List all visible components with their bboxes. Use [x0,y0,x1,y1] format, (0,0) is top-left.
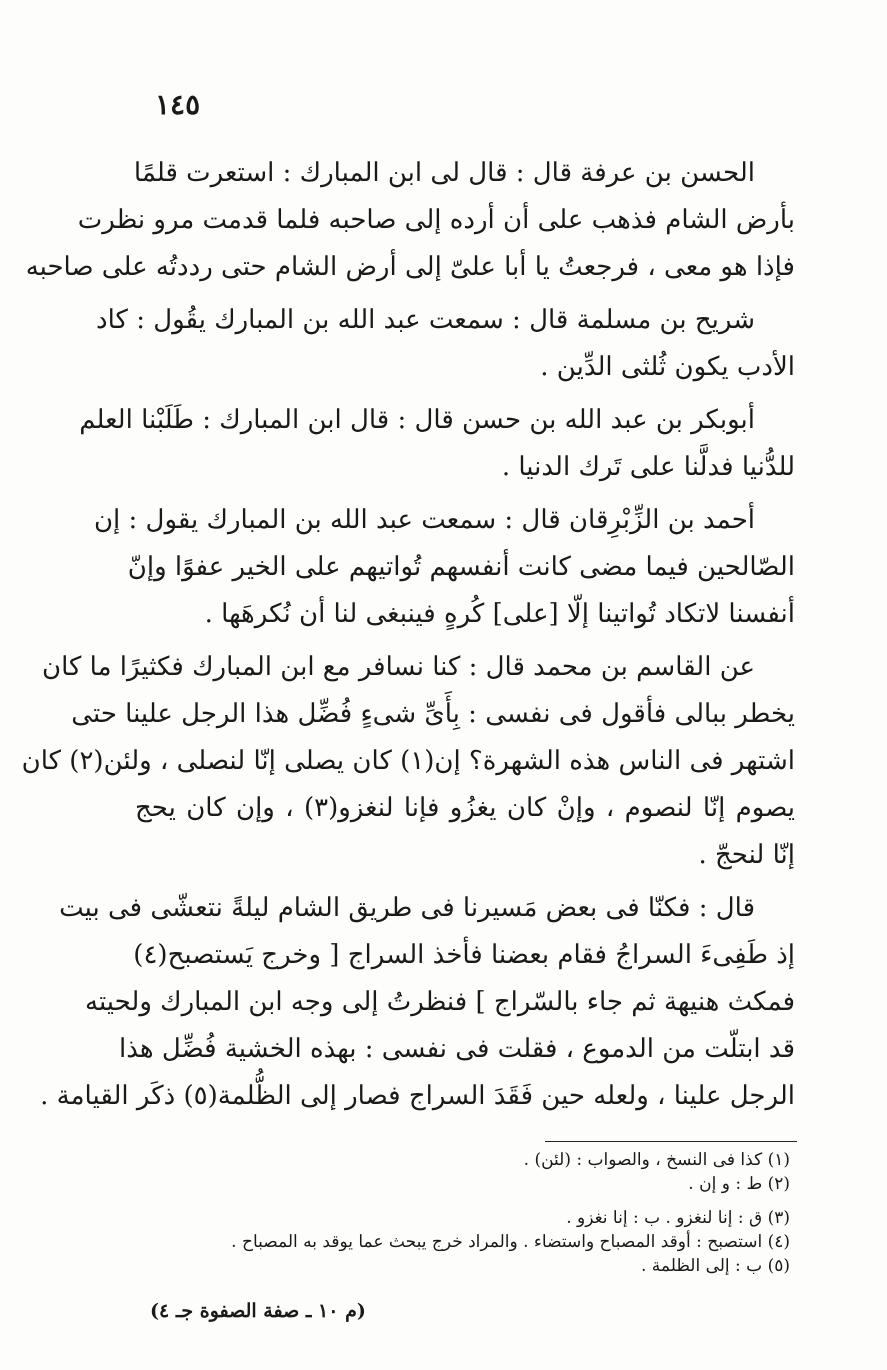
footnote-divider [545,1141,797,1142]
text-line: إذ طَفِىءَ السراجُ فقام بعضنا فأخذ السراج [ وخرج يَستصبح(٤) [133,940,795,970]
text-line: الرجل علينا ، ولعله حين فَقَدَ السراج فصار إلى الظُّلمة(٥) ذكَر القيامة . [40,1081,795,1111]
text-line: قال : فكنّا فى بعض مَسيرنا فى طريق الشام ليلةً نتعشّى فى بيت [59,893,755,923]
paragraph-shurayh [96,297,795,391]
footnote-4: (٤) استصبح : أوقد المصباح واستضاء . والمراد خرج يبحث عما يوقد به المصباح . [231,1232,790,1252]
text-line: اشتهر فى الناس هذه الشهرة؟ إن(١) كان يصلى إنّا لنصلى ، ولئن(٢) كان [21,746,795,776]
footnote-2: (٢) ط : و إن . [688,1174,790,1194]
paragraph-ahmad-ibn-zibriqan [93,497,795,638]
text-line: أنفسنا لاتكاد تُواتينا إلّا [على] كُرهٍ فينبغى لنا أن نُكرهَها . [204,599,795,629]
page-number: ١٤٥ [155,88,201,121]
text-line: بأرض الشام فذهب على أن أرده إلى صاحبه فلما قدمت مرو نظرت [77,205,795,235]
paragraph-lamp-story [40,885,795,1120]
text-line: عن القاسم بن محمد قال : كنا نسافر مع ابن المبارك فكثيرًا ما كان [42,652,755,682]
main-text [21,150,795,1126]
text-line: قد ابتلّت من الدموع ، فقلت فى نفسى : بهذه الخشية فُضِّل هذا [119,1034,795,1064]
text-line: يصوم إنّا لنصوم ، وإنْ كان يغزُو فإنا لنغزو(٣) ، وإن كان يحج [135,793,795,823]
text-line: إنّا لنحجّ . [698,840,795,870]
text-line: أبوبكر بن عبد الله بن حسن قال : قال ابن المبارك : طَلَبْنا العلم [79,405,755,435]
text-line: الأدب يكون ثُلثى الدِّين . [540,352,795,382]
text-line: الحسن بن عرفة قال : قال لى ابن المبارك : استعرت قلمًا [133,158,755,188]
printer-signature: (م ١٠ ـ صفة الصفوة جـ ٤) [150,1300,366,1322]
text-line: فإذا هو معى ، فرجعتُ يا أبا علىّ إلى أرض الشام حتى رددتُه على صاحبه [25,252,795,282]
footnote-1: (١) كذا فى النسخ ، والصواب : (لئن) . [523,1150,790,1170]
paragraph-qasim-ibn-muhammad [21,644,795,879]
text-line: الصّالحين فيما مضى كانت أنفسهم تُواتيهم على الخير عفوًا وإنّ [127,552,795,582]
footnote-5: (٥) ب : إلى الظلمة . [640,1256,790,1276]
text-line: شريح بن مسلمة قال : سمعت عبد الله بن المبارك يقُول : كاد [96,305,755,335]
footnote-3: (٣) ق : إنا لنغزو . ب : إنا نغزو . [566,1208,790,1228]
text-line: فمكث هنيهة ثم جاء بالسّراج ] فنظرتُ إلى وجه ابن المبارك ولحيته [85,987,795,1017]
text-line: يخطر ببالى فأقول فى نفسى : بِأَىِّ شىءٍ فُضِّل هذا الرجل علينا حتى [71,699,795,729]
text-line: أحمد بن الزِّبْرِقان قال : سمعت عبد الله بن المبارك يقول : إن [93,505,755,535]
paragraph-abu-bakr [79,397,795,491]
paragraph-hasan-ibn-arafa [25,150,795,291]
footnotes [140,1148,790,1278]
text-line: للدُّنيا فدلَّنا على تَرك الدنيا . [501,452,795,482]
